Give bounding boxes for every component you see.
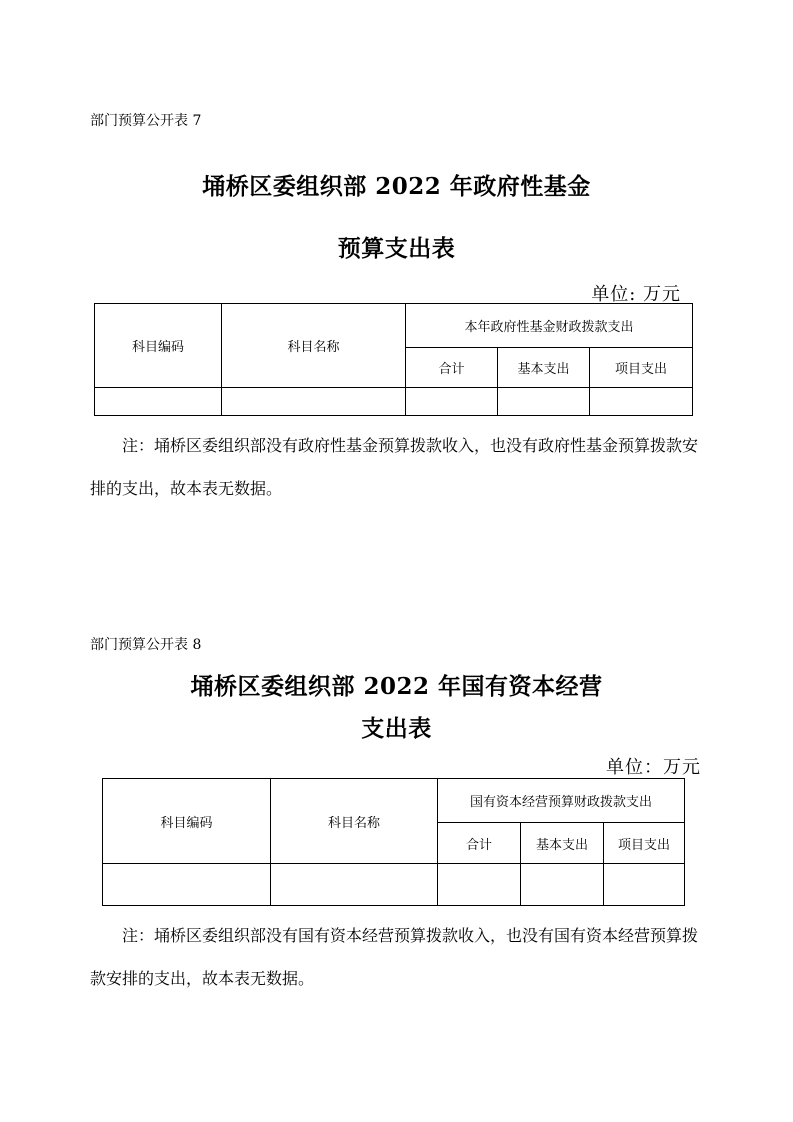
table-row (95, 388, 693, 416)
header-subject-code: 科目编码 (103, 779, 271, 864)
table-cell (95, 388, 222, 416)
table-label-8: 部门预算公开表 8 (90, 637, 202, 653)
page-title-8-line1: 埇桥区委组织部 2022 年国有资本经营 (190, 673, 603, 700)
unit-label-8: 单位：万元 (606, 757, 701, 778)
note-8: 注：埇桥区委组织部没有国有资本经营预算拨款收入，也没有国有资本经营预算拨款安排的支出，故本表无数据。 (90, 926, 699, 988)
table-cell (406, 388, 498, 416)
table-cell (438, 864, 521, 906)
note-7: 注：埇桥区委组织部没有政府性基金预算拨款收入，也没有政府性基金预算拨款安排的支出，故本表无数据。 (90, 436, 699, 498)
header-total: 合计 (406, 348, 498, 388)
budget-table-8 (102, 778, 685, 906)
header-total: 合计 (438, 823, 521, 864)
table-row (103, 864, 685, 906)
header-basic-expense: 基本支出 (521, 823, 604, 864)
header-subject-code: 科目编码 (95, 304, 222, 388)
header-project-expense: 项目支出 (590, 348, 693, 388)
table-cell (590, 388, 693, 416)
unit-label-7: 单位: 万元 (591, 284, 681, 305)
header-subject-name: 科目名称 (271, 779, 438, 864)
header-subject-name: 科目名称 (222, 304, 406, 388)
budget-table-7 (94, 303, 693, 416)
header-basic-expense: 基本支出 (498, 348, 590, 388)
page-title-8-line2: 支出表 (361, 715, 432, 742)
table-cell (271, 864, 438, 906)
header-group: 本年政府性基金财政拨款支出 (406, 304, 693, 348)
page-title-7-line1: 埇桥区委组织部 2022 年政府性基金 (202, 173, 591, 200)
table-cell (222, 388, 406, 416)
table-cell (103, 864, 271, 906)
header-group: 国有资本经营预算财政拨款支出 (438, 779, 685, 823)
table-label-7: 部门预算公开表 7 (90, 113, 202, 129)
table-cell (498, 388, 590, 416)
table-cell (604, 864, 685, 906)
table-cell (521, 864, 604, 906)
page-title-7-line2: 预算支出表 (337, 235, 456, 262)
header-project-expense: 项目支出 (604, 823, 685, 864)
